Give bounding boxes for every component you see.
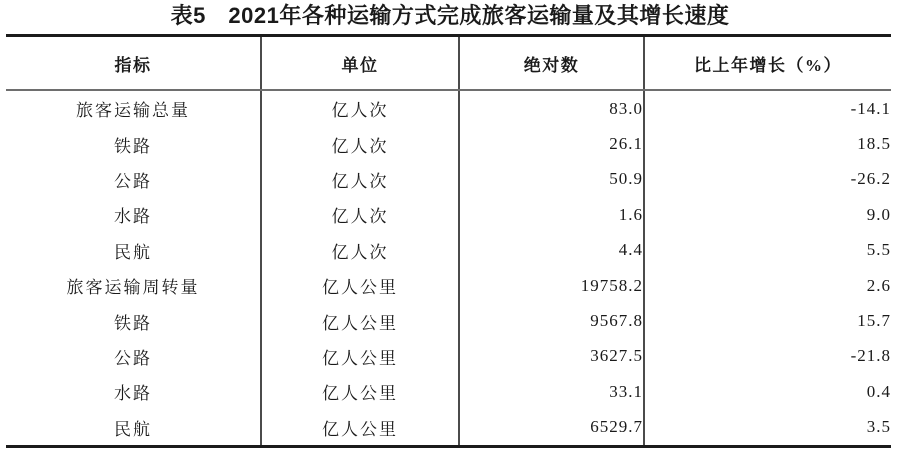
table-title: 表5 2021年各种运输方式完成旅客运输量及其增长速度 bbox=[170, 3, 730, 28]
cell-absolute-value: 50.9 bbox=[459, 162, 644, 197]
cell-absolute-value: 3627.5 bbox=[459, 339, 644, 374]
cell-growth: 9.0 bbox=[866, 204, 891, 224]
cell-absolute-value: 4.4 bbox=[459, 233, 644, 268]
table-row bbox=[6, 268, 891, 303]
cell-growth: 3.5 bbox=[866, 417, 891, 437]
cell-indicator: 水路 bbox=[6, 374, 261, 409]
table-body bbox=[6, 90, 891, 446]
cell-indicator: 民航 bbox=[6, 233, 261, 268]
column-header-indicator: 指标 bbox=[6, 36, 261, 91]
table-header bbox=[6, 36, 891, 91]
cell-unit: 亿人次 bbox=[261, 197, 459, 232]
cell-absolute-value: 1.6 bbox=[459, 197, 644, 232]
cell-unit: 亿人公里 bbox=[261, 268, 459, 303]
cell-growth: 0.4 bbox=[866, 381, 891, 401]
cell-absolute-value: 26.1 bbox=[459, 126, 644, 161]
table-row bbox=[6, 303, 891, 338]
cell-absolute-value: 9567.8 bbox=[459, 303, 644, 338]
cell-indicator: 公路 bbox=[6, 162, 261, 197]
cell-growth: 5.5 bbox=[866, 240, 891, 260]
table-row bbox=[6, 339, 891, 374]
cell-unit: 亿人次 bbox=[261, 162, 459, 197]
column-header-growth: 比上年增长（%） bbox=[644, 36, 891, 91]
cell-unit: 亿人公里 bbox=[261, 374, 459, 409]
cell-growth: -26.2 bbox=[850, 169, 891, 189]
cell-growth: -21.8 bbox=[850, 346, 891, 366]
column-header-absolute-value: 绝对数 bbox=[459, 36, 644, 91]
cell-indicator: 铁路 bbox=[6, 303, 261, 338]
cell-absolute-value: 19758.2 bbox=[459, 268, 644, 303]
cell-unit: 亿人次 bbox=[261, 233, 459, 268]
cell-unit: 亿人次 bbox=[261, 126, 459, 161]
cell-indicator: 公路 bbox=[6, 339, 261, 374]
cell-indicator: 铁路 bbox=[6, 126, 261, 161]
cell-absolute-value: 6529.7 bbox=[459, 410, 644, 447]
passenger-transport-table bbox=[6, 34, 891, 448]
cell-indicator: 民航 bbox=[6, 410, 261, 447]
cell-growth: 2.6 bbox=[866, 275, 891, 295]
table-row bbox=[6, 233, 891, 268]
header-row bbox=[6, 36, 891, 91]
cell-growth: 15.7 bbox=[857, 311, 891, 331]
table-row bbox=[6, 410, 891, 447]
cell-growth: -14.1 bbox=[850, 98, 891, 118]
table-row bbox=[6, 126, 891, 161]
table-row bbox=[6, 90, 891, 126]
cell-unit: 亿人公里 bbox=[261, 339, 459, 374]
cell-growth: 18.5 bbox=[857, 134, 891, 154]
cell-absolute-value: 83.0 bbox=[459, 90, 644, 126]
cell-indicator: 旅客运输总量 bbox=[6, 90, 261, 126]
cell-indicator: 旅客运输周转量 bbox=[6, 268, 261, 303]
cell-absolute-value: 33.1 bbox=[459, 374, 644, 409]
table-row bbox=[6, 197, 891, 232]
cell-unit: 亿人公里 bbox=[261, 303, 459, 338]
table-row bbox=[6, 374, 891, 409]
column-header-unit: 单位 bbox=[261, 36, 459, 91]
cell-unit: 亿人公里 bbox=[261, 410, 459, 447]
cell-indicator: 水路 bbox=[6, 197, 261, 232]
table-row bbox=[6, 162, 891, 197]
cell-unit: 亿人次 bbox=[261, 90, 459, 126]
